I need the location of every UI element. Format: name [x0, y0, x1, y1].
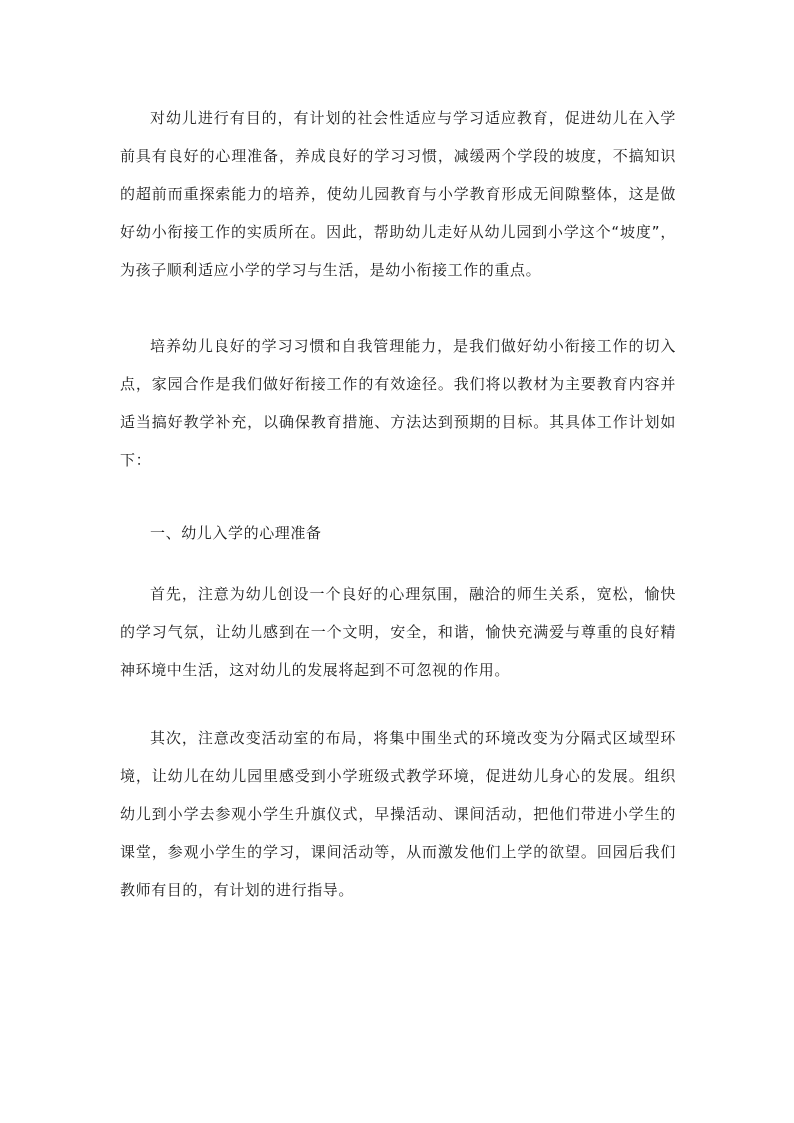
paragraph-first-point: 首先，注意为幼儿创设一个良好的心理氛围，融洽的师生关系，宽松，愉快的学习气氛，让幼儿感到在一个文明，安全，和谐，愉快充满爱与尊重的良好精神环境中生活，这对幼儿的发展将起到不可忽视的作用。 [120, 585, 676, 679]
paragraph-approach: 培养幼儿良好的学习习惯和自我管理能力，是我们做好幼小衔接工作的切入点，家园合作是我们做好衔接工作的有效途径。我们将以教材为主要教育内容并适当搞好教学补充，以确保教育措施、方法达到预期的目标。其具体工作计划如下： [120, 337, 676, 469]
section-heading-psychological-preparation: 一、幼儿入学的心理准备 [150, 524, 322, 542]
paragraph-second-point: 其次，注意改变活动室的布局，将集中围坐式的环境改变为分隔式区域型环境，让幼儿在幼儿园里感受到小学班级式教学环境，促进幼儿身心的发展。组织幼儿到小学去参观小学生升旗仪式，早操活动、课间活动，把他们带进小学生的课堂，参观小学生的学习，课间活动等，从而激发他们上学的欲望。回园后我们教师有目的，有计划的进行指导。 [120, 729, 676, 899]
paragraph-intro: 对幼儿进行有目的，有计划的社会性适应与学习适应教育，促进幼儿在入学前具有良好的心理准备，养成良好的学习习惯，减缓两个学段的坡度，不搞知识的超前而重探索能力的培养，使幼儿园教育与小学教育形成无间隙整体，这是做好幼小衔接工作的实质所在。因此，帮助幼儿走好从幼儿园到小学这个“坡度”，为孩子顺利适应小学的学习与生活，是幼小衔接工作的重点。 [120, 109, 676, 279]
